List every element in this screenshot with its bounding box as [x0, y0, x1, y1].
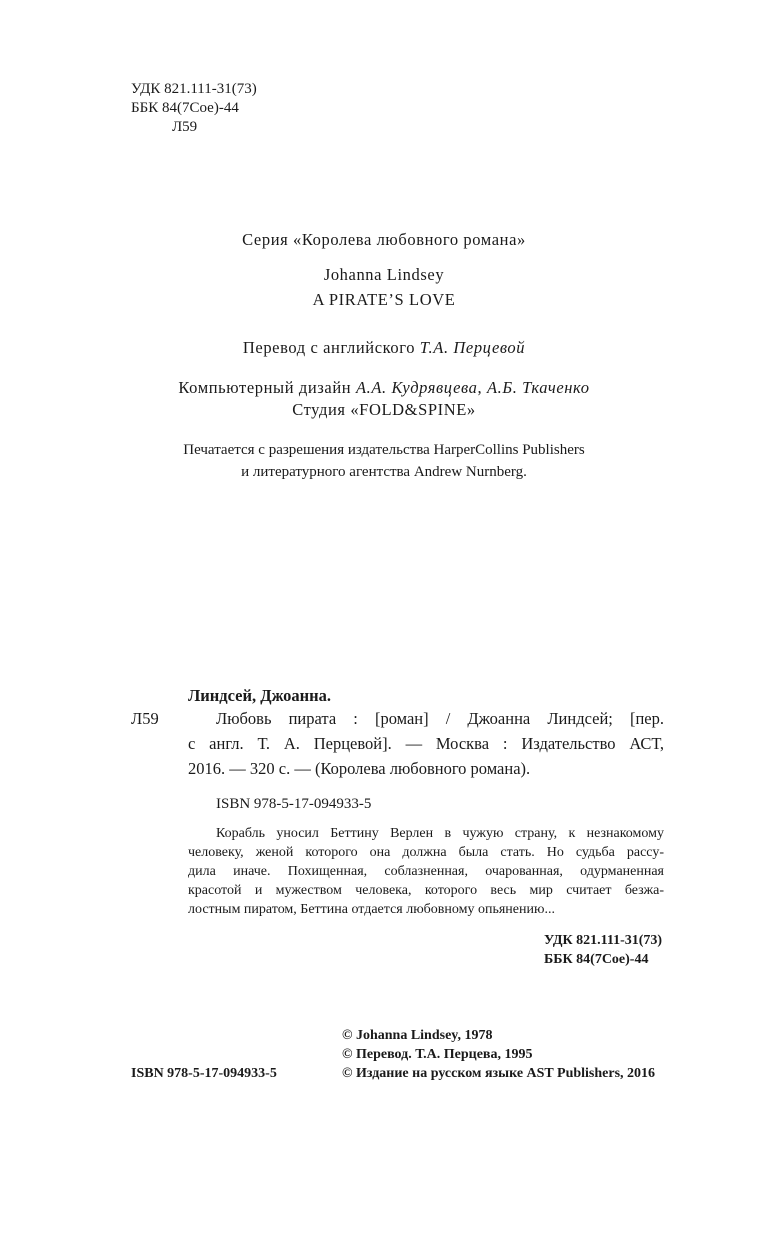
annotation-line-3: дила иначе. Похищенная, соблазненная, очарованная, одурманенная: [188, 864, 664, 879]
designer-separator: ,: [477, 378, 487, 397]
catalog-line-2: с англ. Т. А. Перцевой]. — Москва : Издательство АСТ,: [188, 734, 664, 753]
translation-prefix: Перевод с английского: [242, 338, 420, 357]
catalog-udk: УДК 821.111-31(73): [544, 933, 663, 948]
designer-2: А.Б. Ткаченко: [486, 378, 590, 397]
annotation-line-2: человеку, женой которого она должна была стать. Но судьба рассу-: [188, 845, 664, 860]
catalog-mark: Л59: [131, 709, 159, 728]
copyright-author: © Johanna Lindsey, 1978: [342, 1028, 493, 1043]
permission-line-1: Печатается с разрешения издательства HarperCollins Publishers: [183, 442, 585, 458]
annotation-line-5: лостным пиратом, Беттина отдается любовному опьянению...: [188, 902, 555, 917]
design-credit: [0, 378, 768, 398]
translation-credit: [0, 338, 768, 358]
author-mark: Л59: [172, 119, 198, 135]
udk-code: УДК 821.111-31(73): [131, 81, 257, 97]
catalog-isbn: ISBN 978-5-17-094933-5: [216, 796, 372, 812]
copyright-edition: © Издание на русском языке AST Publishers, 2016: [342, 1066, 656, 1081]
designer-1: А.А. Кудрявцева: [355, 378, 478, 397]
catalog-line-3: 2016. — 320 с. — (Королева любовного романа).: [188, 759, 531, 778]
footer-isbn: ISBN 978-5-17-094933-5: [131, 1066, 277, 1081]
design-prefix: Компьютерный дизайн: [178, 378, 356, 397]
original-author: Johanna Lindsey: [323, 265, 445, 284]
translator-name: Т.А. Перцевой: [419, 338, 526, 357]
catalog-bbk: ББК 84(7Сое)-44: [544, 952, 649, 967]
original-title: A PIRATE’S LOVE: [312, 290, 456, 309]
catalog-line-1: Любовь пирата : [роман] / Джоанна Линдсей; [пер.: [216, 709, 664, 728]
copyright-translation: © Перевод. Т.А. Перцева, 1995: [342, 1047, 533, 1062]
design-studio: Студия «FOLD&SPINE»: [292, 400, 476, 419]
annotation-line-1: Корабль уносил Беттину Верлен в чужую страну, к незнакомому: [216, 826, 664, 841]
annotation-line-4: красотой и мужеством человека, которого весь мир считает безжа-: [188, 883, 664, 898]
permission-line-2: и литературного агентства Andrew Nurnberg.: [241, 464, 527, 480]
series-title: Серия «Королева любовного романа»: [242, 230, 526, 249]
bbk-code: ББК 84(7Сое)-44: [131, 100, 239, 116]
catalog-author-heading: Линдсей, Джоанна.: [188, 686, 332, 705]
